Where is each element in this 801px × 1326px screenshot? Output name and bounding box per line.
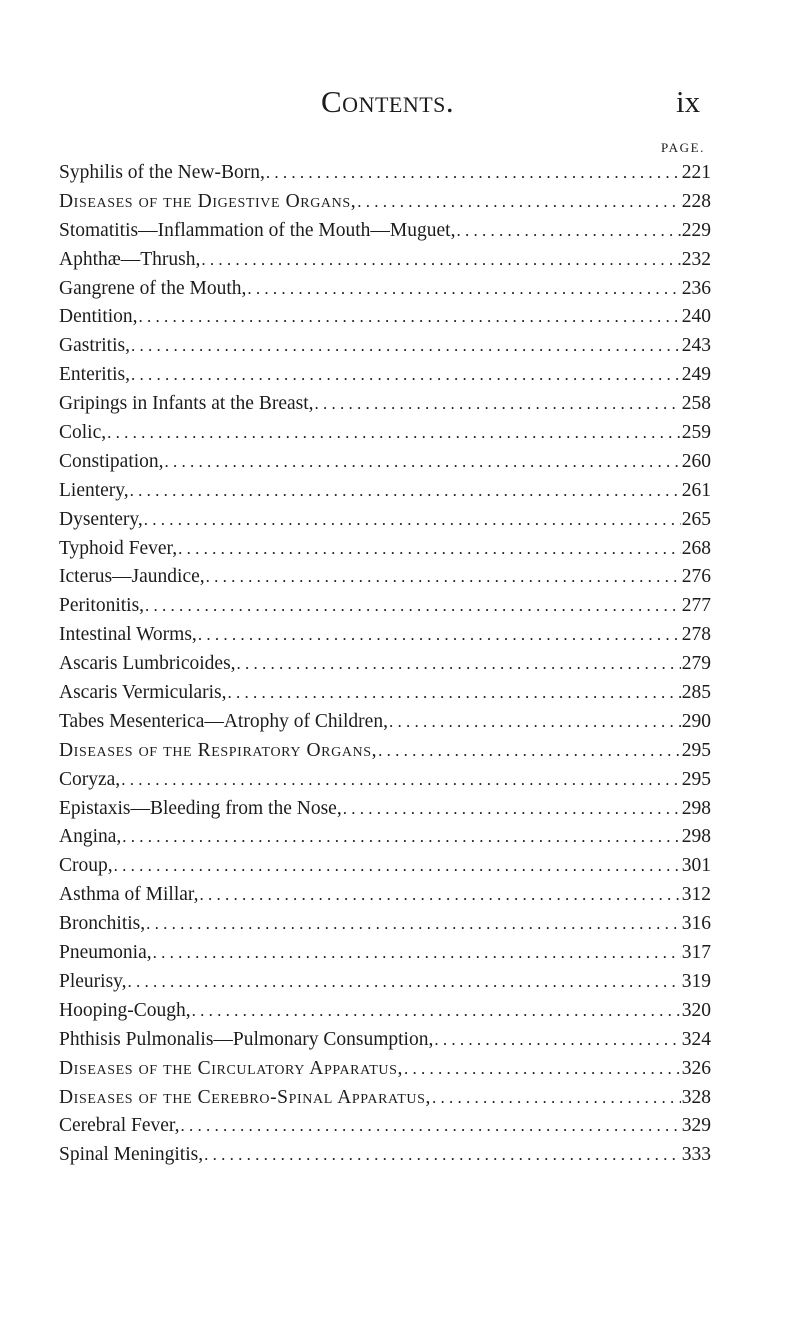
dot-leader — [145, 592, 681, 621]
toc-entry — [59, 217, 711, 246]
toc-entry-page: 268 — [681, 537, 711, 559]
dot-leader — [146, 910, 681, 939]
dot-leader — [404, 1055, 681, 1084]
toc-entry-page: 243 — [681, 335, 711, 357]
toc-entry — [59, 361, 711, 390]
dot-leader — [228, 679, 681, 708]
toc-entry — [59, 303, 711, 332]
toc-entry-page: 319 — [681, 970, 711, 992]
dot-leader — [144, 506, 681, 535]
toc-entry — [59, 535, 711, 564]
toc-section-heading: Diseases of the Digestive Organs, — [59, 190, 357, 212]
dot-leader — [114, 852, 681, 881]
toc-entry — [59, 679, 711, 708]
dot-leader — [357, 188, 681, 217]
toc-entry-page: 278 — [681, 624, 711, 646]
dot-leader — [130, 477, 681, 506]
dot-leader — [206, 563, 681, 592]
toc-entry-label: Cerebral Fever, — [59, 1115, 180, 1137]
toc-entry — [59, 419, 711, 448]
toc-entry — [59, 910, 711, 939]
toc-entry — [59, 823, 711, 852]
toc-entry-page: 240 — [681, 306, 711, 328]
dot-leader — [178, 535, 681, 564]
toc-entry-label: Gastritis, — [59, 335, 130, 357]
toc-entry — [59, 939, 711, 968]
toc-entry-label: Peritonitis, — [59, 595, 145, 617]
toc-entry-page: 258 — [681, 393, 711, 415]
toc-entry-label: Angina, — [59, 826, 122, 848]
dot-leader — [432, 1084, 681, 1113]
toc-entry-label: Ascaris Lumbricoides, — [59, 653, 236, 675]
page-title: Contents. — [321, 84, 455, 119]
toc-entry-page: 316 — [681, 913, 711, 935]
dot-leader — [247, 275, 680, 304]
dot-leader — [165, 448, 681, 477]
dot-leader — [389, 708, 681, 737]
toc-entry-label: Hooping-Cough, — [59, 999, 191, 1021]
toc-entry — [59, 563, 711, 592]
toc-entry — [59, 1055, 711, 1084]
table-of-contents — [59, 159, 711, 1170]
toc-entry — [59, 477, 711, 506]
toc-entry-label: Bronchitis, — [59, 913, 146, 935]
toc-entry — [59, 795, 711, 824]
toc-entry — [59, 997, 711, 1026]
toc-entry — [59, 766, 711, 795]
toc-entry — [59, 592, 711, 621]
toc-entry — [59, 881, 711, 910]
toc-entry-page: 328 — [681, 1086, 711, 1108]
toc-entry-page: 295 — [681, 739, 711, 761]
toc-entry-label: Gripings in Infants at the Breast, — [59, 393, 314, 415]
dot-leader — [198, 621, 681, 650]
toc-entry — [59, 1141, 711, 1170]
toc-entry-label: Gangrene of the Mouth, — [59, 277, 247, 299]
toc-entry-label: Stomatitis—Inflammation of the Mouth—Muguet, — [59, 219, 456, 241]
dot-leader — [107, 419, 681, 448]
dot-leader — [201, 246, 680, 275]
toc-entry — [59, 1084, 711, 1113]
toc-entry-label: Typhoid Fever, — [59, 537, 178, 559]
dot-leader — [266, 159, 681, 188]
toc-entry-label: Pleurisy, — [59, 970, 127, 992]
toc-entry — [59, 968, 711, 997]
dot-leader — [315, 390, 681, 419]
toc-entry — [59, 159, 711, 188]
dot-leader — [204, 1141, 681, 1170]
toc-entry-label: Enteritis, — [59, 364, 130, 386]
toc-entry-page: 298 — [681, 797, 711, 819]
dot-leader — [121, 766, 681, 795]
toc-entry-label: Epistaxis—Bleeding from the Nose, — [59, 797, 342, 819]
dot-leader — [434, 1026, 680, 1055]
toc-entry-page: 277 — [681, 595, 711, 617]
toc-entry — [59, 650, 711, 679]
toc-entry-label: Tabes Mesenterica—Atrophy of Children, — [59, 710, 388, 732]
toc-entry-page: 333 — [681, 1144, 711, 1166]
dot-leader — [343, 795, 681, 824]
toc-entry-label: Aphthæ—Thrush, — [59, 248, 201, 270]
toc-entry-page: 265 — [681, 508, 711, 530]
toc-entry-label: Dentition, — [59, 306, 138, 328]
toc-entry-page: 295 — [681, 768, 711, 790]
toc-entry — [59, 708, 711, 737]
toc-entry-page: 324 — [681, 1028, 711, 1050]
toc-section-heading: Diseases of the Respiratory Organs, — [59, 739, 378, 761]
page-number: ix — [676, 84, 701, 119]
toc-entry-page: 312 — [681, 884, 711, 906]
toc-entry-label: Spinal Meningitis, — [59, 1144, 204, 1166]
toc-entry — [59, 332, 711, 361]
toc-entry-page: 261 — [681, 479, 711, 501]
dot-leader — [200, 881, 681, 910]
toc-entry-page: 259 — [681, 422, 711, 444]
toc-entry-label: Lientery, — [59, 479, 129, 501]
toc-entry-label: Pneumonia, — [59, 942, 152, 964]
toc-entry-label: Colic, — [59, 422, 107, 444]
toc-entry-label: Dysentery, — [59, 508, 143, 530]
toc-entry-page: 320 — [681, 999, 711, 1021]
toc-entry-page: 317 — [681, 942, 711, 964]
toc-entry-label: Phthisis Pulmonalis—Pulmonary Consumption, — [59, 1028, 434, 1050]
toc-entry-page: 236 — [681, 277, 711, 299]
toc-entry — [59, 852, 711, 881]
dot-leader — [181, 1112, 681, 1141]
toc-entry-page: 329 — [681, 1115, 711, 1137]
toc-entry-label: Syphilis of the New-Born, — [59, 162, 265, 183]
toc-entry-label: Intestinal Worms, — [59, 624, 197, 646]
page-column-label: PAGE. — [661, 140, 706, 155]
dot-leader — [153, 939, 681, 968]
toc-entry-page: 301 — [681, 855, 711, 877]
toc-section-heading: Diseases of the Cerebro-Spinal Apparatus, — [59, 1086, 431, 1108]
toc-entry — [59, 390, 711, 419]
toc-entry-label: Coryza, — [59, 768, 121, 790]
toc-entry-page: 249 — [681, 364, 711, 386]
toc-entry-label: Icterus—Jaundice, — [59, 566, 205, 588]
dot-leader — [378, 737, 681, 766]
toc-entry-page: 232 — [681, 248, 711, 270]
toc-entry — [59, 275, 711, 304]
dot-leader — [456, 217, 680, 246]
toc-entry-page: 290 — [681, 710, 711, 732]
toc-entry-label: Croup, — [59, 855, 113, 877]
dot-leader — [122, 823, 680, 852]
dot-leader — [139, 303, 681, 332]
toc-section-heading: Diseases of the Circulatory Apparatus, — [59, 1057, 404, 1079]
toc-entry — [59, 448, 711, 477]
toc-entry-page: 221 — [681, 162, 711, 183]
toc-entry — [59, 188, 711, 217]
toc-entry-page: 326 — [681, 1057, 711, 1079]
toc-entry-page: 229 — [681, 219, 711, 241]
page-header — [0, 84, 801, 124]
toc-entry-label: Ascaris Vermicularis, — [59, 682, 227, 704]
toc-entry-page: 228 — [681, 190, 711, 212]
dot-leader — [237, 650, 681, 679]
toc-entry — [59, 506, 711, 535]
dot-leader — [131, 332, 681, 361]
toc-entry — [59, 737, 711, 766]
toc-entry — [59, 246, 711, 275]
toc-entry-label: Asthma of Millar, — [59, 884, 199, 906]
toc-entry-page: 285 — [681, 682, 711, 704]
dot-leader — [128, 968, 681, 997]
toc-entry — [59, 1112, 711, 1141]
toc-entry-page: 276 — [681, 566, 711, 588]
dot-leader — [192, 997, 681, 1026]
toc-entry — [59, 1026, 711, 1055]
toc-entry-page: 279 — [681, 653, 711, 675]
dot-leader — [131, 361, 681, 390]
toc-entry-label: Constipation, — [59, 450, 164, 472]
toc-entry-page: 298 — [681, 826, 711, 848]
toc-entry — [59, 621, 711, 650]
toc-entry-page: 260 — [681, 450, 711, 472]
